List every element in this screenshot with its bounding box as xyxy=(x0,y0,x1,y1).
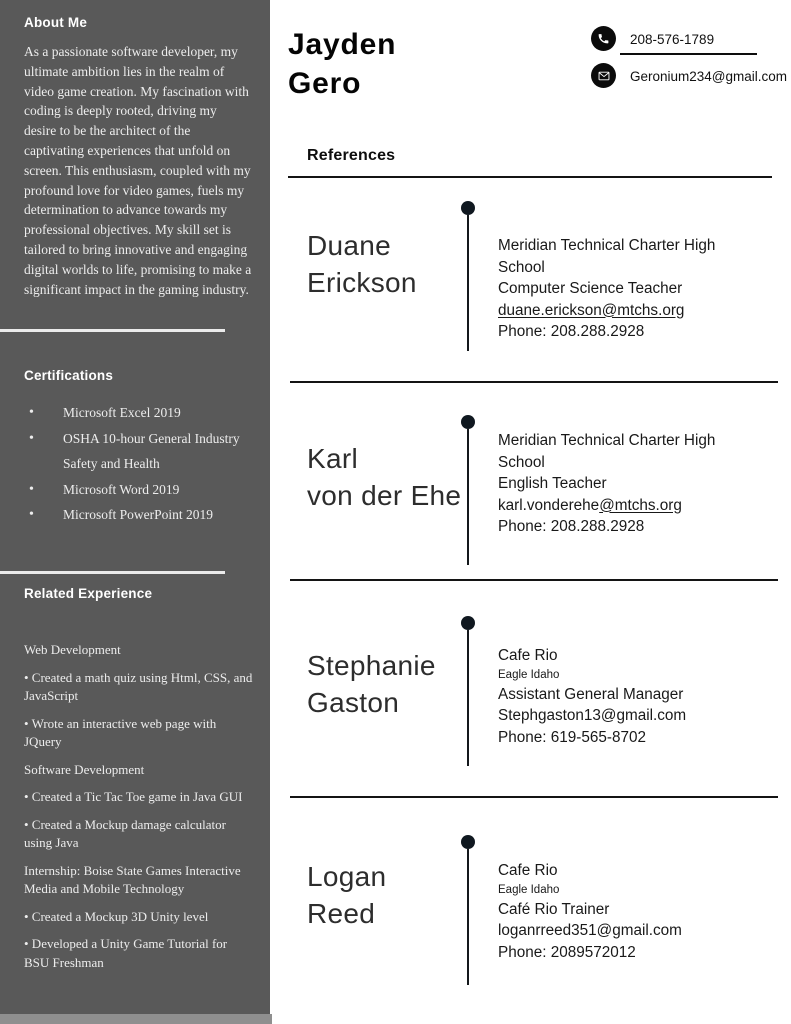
reference-detail-line xyxy=(498,942,753,964)
about-me-title: About Me xyxy=(24,15,88,30)
email-address: Geronium234@gmail.com xyxy=(630,69,788,84)
reference-details xyxy=(498,235,753,343)
detail-text: Meridian Technical Charter High School xyxy=(498,237,716,276)
reference-name-line: Karl xyxy=(307,443,358,474)
reference-name xyxy=(307,440,461,514)
about-me-text: As a passionate software developer, my ultimate ambition lies in the realm of video game creation. My fascination with coding is deeply rooted, driving my desire to be the architect of the captivating experiences that unfold on screen. This enthusiasm, coupled with my profound love for video games, fuels my determination to advance towards my professional objectives. My skill set is tailored to bring innovative and engaging digital worlds to life, promising to make a significant impact in the gaming industry. xyxy=(24,44,252,297)
detail-text: Assistant General Manager xyxy=(498,685,684,703)
detail-text: Eagle Idaho xyxy=(498,668,560,681)
reference-separator xyxy=(290,579,778,581)
timeline-dot-icon xyxy=(461,835,475,849)
reference-details xyxy=(498,645,753,748)
reference-detail-line xyxy=(498,645,753,667)
experience-heading-item: Software Development xyxy=(24,761,145,777)
timeline xyxy=(461,835,475,985)
phone-icon xyxy=(591,26,616,51)
reference-separator xyxy=(290,796,778,798)
reference-detail-line xyxy=(498,473,753,495)
experience-bullet-item: • Developed a Unity Game Tutorial for BSU Freshman xyxy=(24,936,228,970)
reference-detail-line xyxy=(498,516,753,538)
detail-text: Phone: 2089572012 xyxy=(498,943,636,961)
reference-name-line: Duane xyxy=(307,230,392,261)
envelope-icon xyxy=(591,63,616,88)
references-title-underline xyxy=(288,176,772,178)
timeline-dot-icon xyxy=(461,616,475,630)
experience-bullet-item: • Created a Mockup 3D Unity level xyxy=(24,908,209,924)
reference-name xyxy=(307,227,417,301)
timeline-dot-icon xyxy=(461,201,475,215)
reference-entry xyxy=(288,415,780,579)
experience-bullet-item: • Wrote an interactive web page with JQuery xyxy=(24,715,217,749)
experience-heading-item: Internship: Boise State Games Interactive Media and Mobile Technology xyxy=(24,862,241,897)
reference-details xyxy=(498,430,753,538)
reference-name xyxy=(307,858,386,932)
reference-name-line: Logan xyxy=(307,861,387,892)
candidate-first-name: Jayden xyxy=(288,28,397,61)
detail-text: Phone: 208.288.2928 xyxy=(498,323,645,340)
reference-detail-line xyxy=(498,300,753,322)
sidebar xyxy=(0,0,270,1024)
phone-number: 208-576-1789 xyxy=(630,32,715,47)
timeline xyxy=(461,415,475,565)
reference-name-line: von der Ehe xyxy=(307,480,462,511)
detail-text: Phone: 619-565-8702 xyxy=(498,728,646,746)
certifications-title: Certifications xyxy=(24,368,114,383)
experience-bullet-item: • Created a Mockup damage calculator using Java xyxy=(24,816,226,851)
reference-name-line: Stephanie xyxy=(307,650,436,681)
reference-entry xyxy=(288,201,780,381)
reference-detail-line xyxy=(498,278,753,300)
detail-text: Café Rio Trainer xyxy=(498,900,610,918)
sidebar-divider xyxy=(0,571,225,574)
reference-detail-line xyxy=(498,920,753,942)
reference-name-line: Gaston xyxy=(307,687,400,718)
timeline xyxy=(461,201,475,351)
references-title: References xyxy=(307,147,396,164)
email-link[interactable]: @mtchs.org xyxy=(599,496,682,514)
reference-detail-line xyxy=(498,430,753,473)
reference-detail-line xyxy=(498,684,753,706)
detail-text: Computer Science Teacher xyxy=(498,280,683,297)
sidebar-bottom-strip xyxy=(0,1014,272,1024)
reference-detail-line xyxy=(498,495,753,517)
candidate-name xyxy=(288,25,396,103)
timeline xyxy=(461,616,475,766)
certification-item: • Microsoft Excel 2019 xyxy=(24,400,256,426)
detail-text: Meridian Technical Charter High School xyxy=(498,432,716,471)
reference-detail-line xyxy=(498,899,753,921)
detail-text: Cafe Rio xyxy=(498,647,558,664)
experience-bullet-item: • Created a math quiz using Html, CSS, and JavaScript xyxy=(24,669,253,703)
timeline-line xyxy=(467,849,469,985)
reference-name-line: Erickson xyxy=(307,267,417,298)
reference-details xyxy=(498,860,753,963)
sidebar-divider xyxy=(0,329,225,332)
certification-item: • Microsoft Word 2019 xyxy=(24,477,256,503)
detail-text: English Teacher xyxy=(498,475,607,492)
experience-list xyxy=(24,641,254,981)
detail-text: karl.vonderehe xyxy=(498,496,600,514)
experience-heading-item: Web Development xyxy=(24,642,121,657)
timeline-dot-icon xyxy=(461,415,475,429)
certification-item: • OSHA 10-hour General Industry Safety and Health xyxy=(24,426,256,477)
reference-name xyxy=(307,647,436,721)
timeline-line xyxy=(467,215,469,351)
reference-name-line: Reed xyxy=(307,898,376,929)
reference-detail-line xyxy=(498,321,753,343)
certifications-list xyxy=(24,400,256,528)
detail-text: Stephgaston13@gmail.com xyxy=(498,707,687,724)
certification-item: • Microsoft PowerPoint 2019 xyxy=(24,502,256,528)
reference-entry xyxy=(288,616,780,796)
reference-separator xyxy=(290,381,778,383)
email-link[interactable]: duane.erickson@mtchs.org xyxy=(498,301,685,319)
detail-text: loganrreed351@gmail.com xyxy=(498,922,682,939)
detail-text: Cafe Rio xyxy=(498,862,558,879)
reference-detail-line xyxy=(498,705,753,727)
reference-entry xyxy=(288,835,780,1005)
detail-text: Phone: 208.288.2928 xyxy=(498,518,645,535)
detail-text: Eagle Idaho xyxy=(498,883,560,896)
candidate-last-name: Gero xyxy=(288,67,362,100)
timeline-line xyxy=(467,429,469,565)
reference-detail-line xyxy=(498,860,753,882)
reference-detail-line xyxy=(498,882,753,899)
reference-detail-line xyxy=(498,235,753,278)
related-experience-title: Related Experience xyxy=(24,586,153,601)
timeline-line xyxy=(467,630,469,766)
experience-bullet-item: • Created a Tic Tac Toe game in Java GUI xyxy=(24,789,243,805)
phone-underline xyxy=(620,53,757,55)
reference-detail-line xyxy=(498,667,753,684)
reference-detail-line xyxy=(498,727,753,749)
